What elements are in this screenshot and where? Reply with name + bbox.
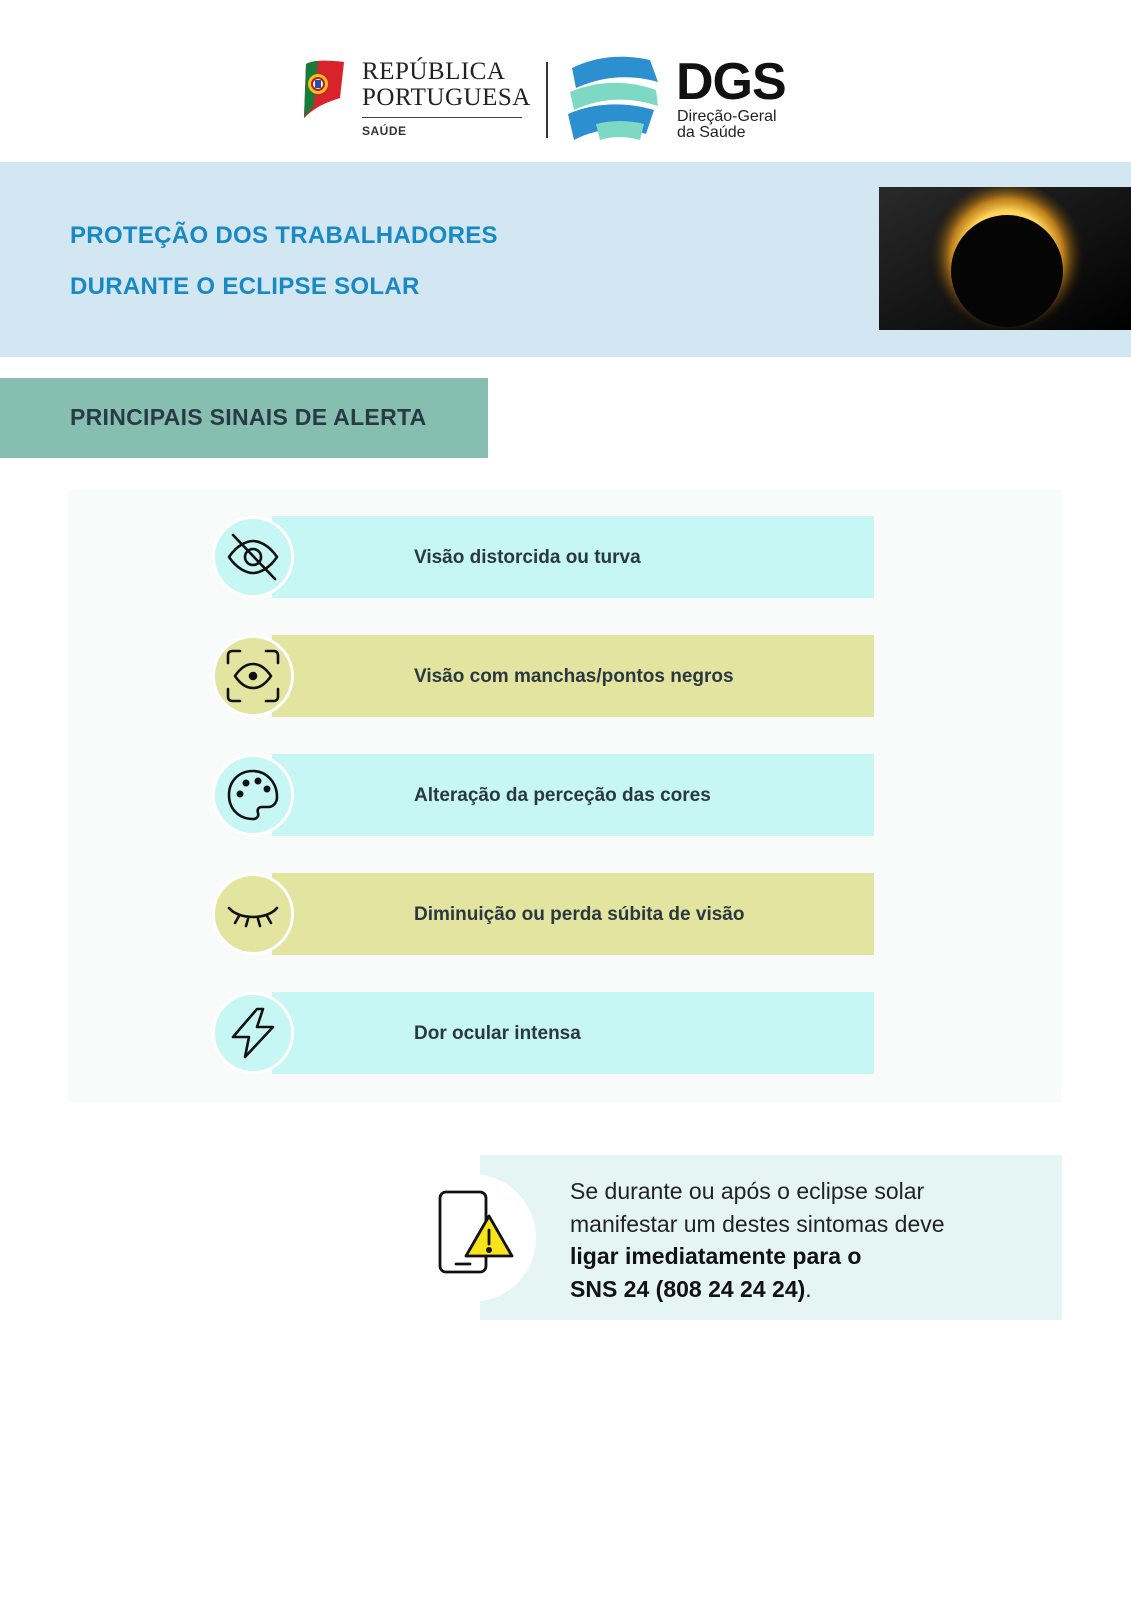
portugal-flag-icon bbox=[300, 58, 346, 120]
solar-eclipse-image bbox=[879, 187, 1131, 330]
symptom-label: Alteração da perceção das cores bbox=[414, 785, 711, 806]
dgs-mark-icon bbox=[566, 54, 664, 146]
symptoms-panel bbox=[68, 490, 1061, 1102]
symptom-icon-badge bbox=[212, 873, 294, 955]
dgs-name-line1: Direção-Geral bbox=[677, 108, 777, 125]
callout-end-punct: . bbox=[805, 1275, 812, 1302]
symptom-icon-badge bbox=[212, 992, 294, 1074]
symptom-label: Visão distorcida ou turva bbox=[414, 547, 641, 568]
callout-strong-line1: ligar imediatamente para o bbox=[570, 1243, 862, 1269]
symptom-item bbox=[212, 516, 874, 598]
rp-logo-subtitle: SAÚDE bbox=[362, 124, 407, 138]
title-band bbox=[0, 162, 1131, 357]
symptom-label: Visão com manchas/pontos negros bbox=[414, 666, 734, 687]
rp-logo-line1: REPÚBLICA bbox=[362, 58, 506, 85]
section-heading-tab bbox=[0, 378, 488, 458]
phone-warning-icon bbox=[436, 1188, 516, 1278]
callout-text-line1: Se durante ou após o eclipse solar bbox=[570, 1178, 925, 1204]
symptom-item bbox=[212, 754, 874, 836]
lightning-icon bbox=[225, 1005, 281, 1061]
eye-off-icon bbox=[225, 529, 281, 585]
section-heading: PRINCIPAIS SINAIS DE ALERTA bbox=[70, 404, 427, 430]
symptom-icon-badge bbox=[212, 635, 294, 717]
logo-separator bbox=[546, 62, 548, 138]
symptom-label: Dor ocular intensa bbox=[414, 1023, 581, 1044]
dgs-name-line2: da Saúde bbox=[677, 124, 746, 141]
callout-text bbox=[570, 1175, 1040, 1305]
page-title-line1: PROTEÇÃO DOS TRABALHADORES bbox=[70, 222, 498, 249]
sns24-phone-number: SNS 24 (808 24 24 24) bbox=[570, 1275, 806, 1302]
callout-text-line2: manifestar um destes sintomas deve bbox=[570, 1210, 945, 1237]
eye-scan-icon bbox=[224, 647, 282, 705]
dgs-abbreviation: DGS bbox=[676, 53, 786, 111]
republica-portuguesa-logo bbox=[300, 56, 530, 142]
symptom-item bbox=[212, 635, 874, 717]
rp-logo-line2: PORTUGUESA bbox=[362, 84, 531, 111]
symptom-item bbox=[212, 873, 874, 955]
page-title-line2: DURANTE O ECLIPSE SOLAR bbox=[70, 273, 420, 300]
palette-icon bbox=[225, 767, 281, 823]
symptom-icon-badge bbox=[212, 516, 294, 598]
rp-logo-rule bbox=[362, 117, 522, 118]
closed-eye-icon bbox=[225, 886, 281, 942]
symptom-item bbox=[212, 992, 874, 1074]
dgs-logo bbox=[566, 54, 806, 146]
symptom-icon-badge bbox=[212, 754, 294, 836]
symptom-label: Diminuição ou perda súbita de visão bbox=[414, 904, 745, 925]
